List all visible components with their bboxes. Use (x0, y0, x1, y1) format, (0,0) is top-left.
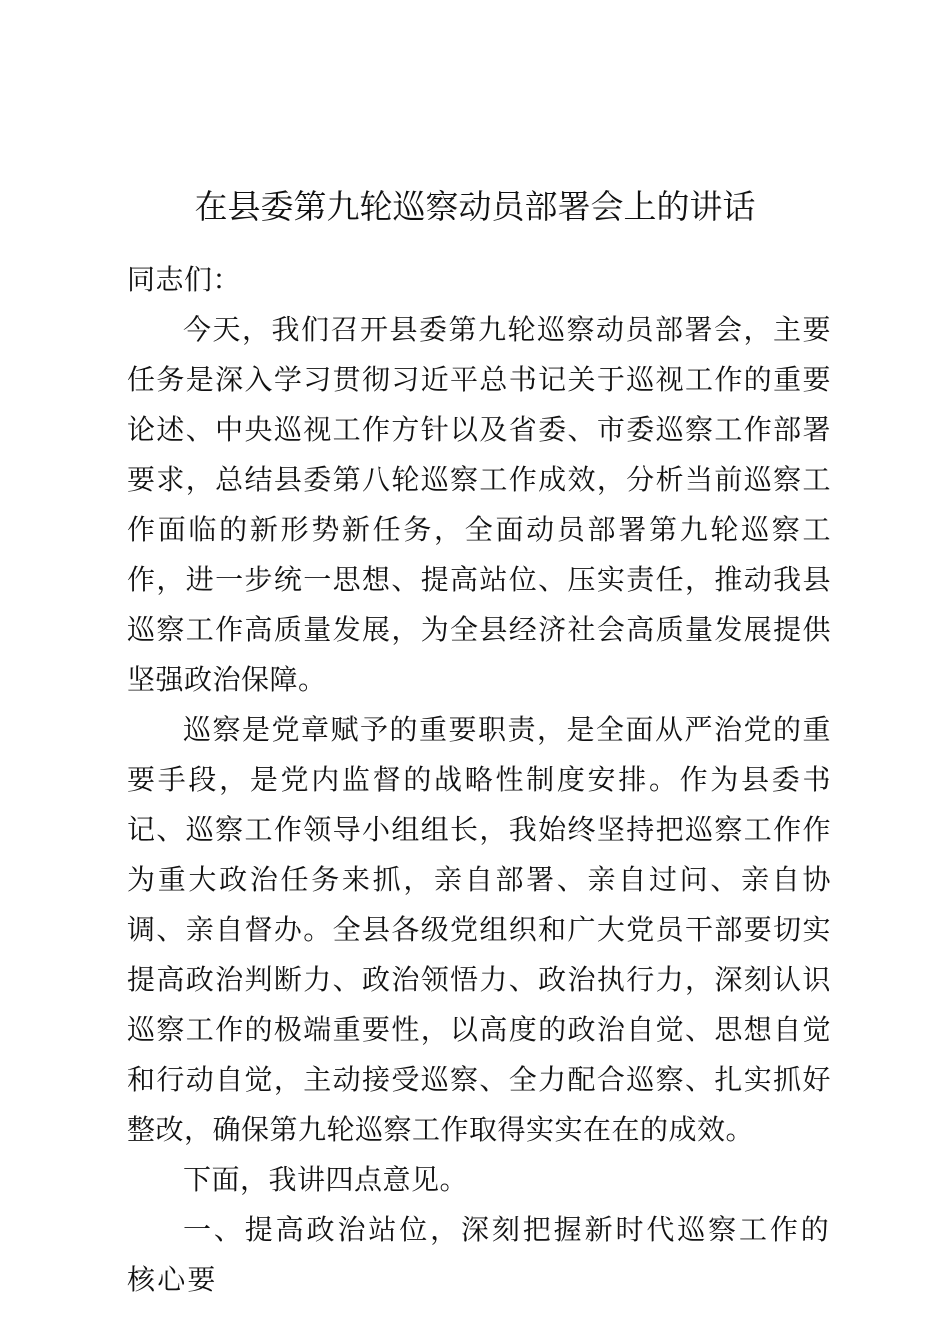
document-body (127, 255, 831, 1305)
paragraph-importance: 巡察是党章赋予的重要职责，是全面从严治党的重要手段，是党内监督的战略性制度安排。作为县委书记、巡察工作领导小组组长，我始终坚持把巡察工作作为重大政治任务来抓，亲自部署、亲自过问、亲自协调、亲自督办。全县各级党组织和广大党员干部要切实提高政治判断力、政治领悟力、政治执行力，深刻认识巡察工作的极端重要性，以高度的政治自觉、思想自觉和行动自觉，主动接受巡察、全力配合巡察、扎实抓好整改，确保第九轮巡察工作取得实实在在的成效。 (127, 713, 831, 1146)
paragraph-opening: 今天，我们召开县委第九轮巡察动员部署会，主要任务是深入学习贯彻习近平总书记关于巡视工作的重要论述、中央巡视工作方针以及省委、市委巡察工作部署要求，总结县委第八轮巡察工作成效，分析当前巡察工作面临的新形势新任务，全面动员部署第九轮巡察工作，进一步统一思想、提高站位、压实责任，推动我县巡察工作高质量发展，为全县经济社会高质量发展提供坚强政治保障。 (127, 313, 831, 696)
section-heading-1: 一、提高政治站位，深刻把握新时代巡察工作的核心要 (127, 1213, 831, 1296)
document-title: 在县委第九轮巡察动员部署会上的讲话 (194, 187, 756, 226)
salutation: 同志们： (127, 263, 242, 296)
paragraph-transition: 下面，我讲四点意见。 (183, 1163, 469, 1196)
